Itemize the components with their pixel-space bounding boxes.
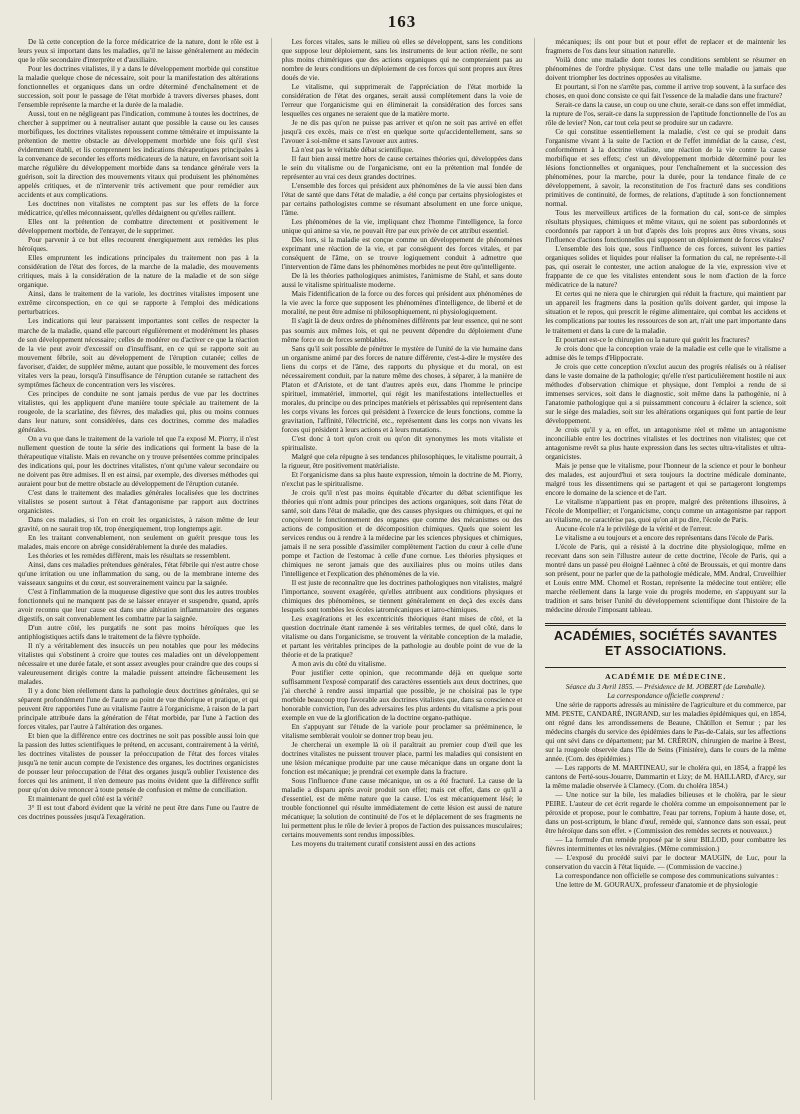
paragraph: Elles ont la prétention de combattre directement et positivement le développement morbide, de l'enrayer, de le supprimer. — [18, 218, 259, 236]
paragraph: Ce qui constitue essentiellement la maladie, c'est ce qui se produit dans l'organisme vivant à la suite de l'action et de l'effet immédiat de la cause, c'est, conformément à la doctrine vitaliste, une réaction de la vie contre la cause morbifique et ses effets; c'est un développement morbide déterminé pour les lésions fonctionnelles et organiques, pour l'enchaînement et la succession des phénomènes, pour la marche, pour la durée, pour la tendance finale de ce développement, à savoir, la reconstitution de l'os fracturé dans ses conditions primitives de continuité, de formes, de relations, d'aptitude à son fonctionnement normal. — [545, 128, 786, 209]
paragraph: En les traitant convenablement, non seulement on guérit presque tous les malades, mais encore on abrège considérablement la durée des maladies. — [18, 533, 259, 551]
section-title: ACADÉMIES, SOCIÉTÉS SAVANTES ET ASSOCIATIONS. — [554, 629, 778, 658]
paragraph: 3° Il est tout d'abord évident que la vérité ne peut être dans l'une ou l'autre de ces doctrines poussées jusqu'à l'exagération. — [18, 804, 259, 822]
paragraph: Je crois qu'il y a, en effet, un antagonisme réel et même un antagonisme inconciliable entre les doctrines vitalistes et les doctrines non vitalistes; que cet antagonisme revêt sa plus haute expression dans les sectes ultra-vitalistes et ultra-organicistes. — [545, 425, 786, 461]
academy-proceedings — [545, 701, 786, 890]
paragraph: Aucune école n'a le privilège de la vérité et de l'erreur. — [555, 524, 712, 533]
paragraph: Il est juste de reconnaître que les doctrines pathologiques non vitalistes, malgré l'importance, souvent exagérée, qu'elles attribuent aux conditions physiques et chimiques des phénomènes, se tiennent généralement en deçà des excès dans lesquels sont tombées les écoles iatromécaniques et iatro-chimiques. — [281, 578, 523, 614]
paragraph: Et bien que la différence entre ces doctrines ne soit pas possible aussi loin que la passion des luttes scientifiques le prétend, en accusant, contrairement à la vérité, les doctrines vitalistes de pousser la préoccupation de l'état des forces vitales jusqu'à ne tenir aucun compte de l'existence des organes, les doctrines organicistes de pousser leur préoccupation de l'état des organes jusqu'à oublier l'existence des forces qui les animent, il n'en demeure pas moins évident que la différence suffit pour qu'on doive renoncer à toute pensée de confusion et même de conciliation. — [18, 732, 259, 795]
column-left — [18, 38, 259, 1100]
paragraph: — Une notice sur la bile, les maladies bilieuses et le choléra, par le sieur PEIRE. L'auteur de cet écrit regarde le choléra comme un empoisonnement par le péroxide et propose, pour le combattre, l'eau par torrens, l'opium à haute dose, et, dans un post-scriptum, le blanc d'œuf, remède qui, s'annonce dans son essai, peut être héroïque dans son effet. » (Commission des remèdes secrets et nouveaux.) — [545, 791, 786, 836]
paragraph: Tous les merveilleux artifices de la formation du cal, sont-ce de simples résultats physiques, chimiques et même vitaux, qui ne soient pas subordonnés et coordonnés par rapport à un but d'après des lois propres aux êtres vivans, sous l'influence d'actions fonctionnelles qui supposent un déploiement de forces vitales? — [545, 209, 786, 245]
paragraph: Aussi, tout en ne négligeant pas l'indication, commune à toutes les doctrines, de chercher à supprimer ou à neutraliser autant que possible la cause ou les causes morbifiques, les doctrines vitalistes repoussent comme téméraire et impuissante la prétention de mettre obstacle au développement morbide une fois qu'il s'est évidemment établi, et lis comprennent les indications thérapeutiques principales à la convenance de seconder les efforts médicateurs de la nature, en favorisant soit la marche régulière du développement morbide dans sa tendance générale vers la guérison, soit la direction des mouvements vitaux qui produisent les phénomènes appelés critiques, et de n'intervenir très activement que pour remédier aux accidents et aux complications. — [18, 110, 259, 200]
paragraph: Et certes qui ne niera que le chirurgien qui réduit la fracture, qui maintient par un appareil les fragmens dans la position qu'ils doivent garder, qui impose la situation et le repos, qui prescrit le régime alimentaire, qui combat les accidens et les complications par toutes les ressources de son art, n'ait une part importante dans le traitement et dans la cure de la maladie. — [545, 290, 786, 335]
paragraph: Et pourtant est-ce le chirurgien ou la nature qui guérit les fractures? — [555, 335, 750, 344]
paragraph: — La formule d'un remède proposé par le sieur BILLOD, pour combattre les fièvres intermittentes et les névralgies. (Même commission.) — [545, 836, 786, 854]
paragraph: Là n'est pas le véritable débat scientifique. — [291, 146, 414, 155]
section-divider-thin — [545, 667, 786, 668]
paragraph: Malgré que cela répugne à ses tendances philosophiques, le vitalisme pourrait, à la rigueur, être positivement matérialiste. — [281, 452, 523, 470]
paragraph: Pour parvenir à ce but elles recourent énergiquement aux remèdes les plus héroïques. — [18, 236, 259, 254]
paragraph: L'ensemble des lois que, sous l'influence de ces forces, suivent les parties organiques solides et liquides pour réaliser la formation du cal, ne représente-t-il pas, qui oserait le contester, une action analogue de la vie, expression vive et frappante de ce que les vitalistes entendent sous le nom d'action de la force médicatrice de la nature? — [545, 245, 786, 290]
paragraph: Les forces vitales, sans le milieu où elles se développent, sans les conditions que suppose leur déploiement, sans les instruments de leur action réelle, ne sont plus moins chimériques que des actions organiques qui ne compteraient pas au nombre de leurs conditions un déploiement de ces forces qui sont propres aux êtres doués de vie. — [281, 38, 523, 83]
paragraph: De là cette conception de la force médicatrice de la nature, dont le rôle est à leurs yeux si important dans les maladies, qu'il ne laisse généralement au médecin que le rôle secondaire d'interprète et d'auxiliaire. — [18, 38, 259, 65]
paragraph: mécaniques; ils ont pour but et pour effet de replacer et de maintenir les fragmens de l'os dans leur situation naturelle. — [545, 38, 786, 56]
paragraph: Les indications qui leur paraissent importantes sont celles de respecter la marche de la maladie, quand elle parcourt régulièrement et modérément les phases de son développement nécessaire; celles de modérer ou d'activer ce que la réaction de la vie peut avoir d'excessif ou d'insuffisant, en ce qui se rapporte soit au mouvement fébrile, soit au développement de l'éruption cutanée; celles de favoriser, d'aider, de suppléer même, autant que possible, le mouvement des forces vitales vers la peau, lorsqu'à l'insuffisance de l'éruption cutanée se rattachent des symptômes fâcheux de concentration vers les viscères. — [18, 317, 259, 389]
paragraph: Je crois donc que la conception vraie de la maladie est celle que le vitalisme a admise dès le temps d'Hippocrate. — [545, 344, 786, 362]
paragraph: — Les rapports de M. MARTINEAU, sur le choléra qui, en 1854, a frappé les cantons de Ferté-sous-Jouarre, Dammartin et Lizy; de M. HAILLARD, d'Arcy, sur la même maladie observée à Clamecy. (Com. du choléra 1854.) — [545, 764, 786, 791]
paragraph: Les exagérations et les excentricités théoriques étant mises de côté, et la question doctrinale étant ramenée à ses véritables termes, de quel côté, dans le vitalisme ou dans l'organicisme, se trouvent la véritable conception de la maladie, et partant les véritables principes de la pathologie au double point de vue de la théorie et de la pratique? — [281, 615, 523, 660]
academy-subtitle: ACADÉMIE DE MÉDECINE. — [605, 672, 727, 681]
column-right — [534, 38, 786, 1100]
paragraph: Les phénomènes de la vie, impliquant chez l'homme l'intelligence, la force unique qui anime sa vie, ne pouvait être par eux privée de cet attribut essentiel. — [281, 218, 523, 236]
paragraph: Sans qu'il soit possible de pénétrer le mystère de l'unité de la vie humaine dans un organisme animé par des forces de nature différente, c'est-à-dire le mystère des liens du corps et de l'âme, des rapports du physique et du moral, on est nécessairement conduit, par la nature même des choses, à séparer, à la manière de Platon et d'Aristote, et de tant d'autres après eux, dans l'homme le principe spirituel, immatériel, immortel, qui régit les manifestations intellectuelles et morales, du principe ou des principes matériels et périssables qui représentent dans les corps vivans les forces qui président à l'exercice de leurs fonctions, comme la gravitation, l'affinité, l'électricité, etc., représentent dans les corps non vivans les forces qui président à leurs actions et à leurs mutations. — [281, 344, 523, 434]
session-line: Séance du 3 Avril 1855. — Présidence de M. JOBERT (de Lamballe). — [565, 683, 766, 691]
paragraph: Les doctrines non vitalistes ne comptent pas sur les effets de la force médicatrice, qu'elles méconnaissent, qu'elles dédaignent ou qu'elles raillent. — [18, 200, 259, 218]
paragraph: Le vitalisme a eu toujours et a encore des représentans dans l'école de Paris. — [555, 533, 774, 542]
paragraph: Je crois que cette conception n'exclut aucun des progrès réalisés ou à réaliser dans le vaste domaine de la pathologie; qu'elle n'est particulièrement hostile ni aux méthodes d'observation chimique et physique, dont l'emploi a rendu de si immenses services, soit dans le diagnostic, soit même dans la pathogénie, ni à l'anatomie pathologique qui a si puissamment concouru à éclairer la science, soit sur le siège des maladies, soit sur les altérations organiques qui font partie de leur développement. — [545, 362, 786, 425]
paragraph: Dans ces maladies, si l'on en croit les organicistes, à raison même de leur gravité, on ne saurait trop tôt, trop énergiquement, trop longtemps agir. — [18, 515, 259, 533]
paragraph: Et maintenant de quel côté est la vérité? — [28, 795, 143, 804]
paragraph: Pour justifier cette opinion, que recommande déjà en quelque sorte suffisamment l'exposé comparatif des caractères essentiels aux deux doctrines, que j'ai cherché à rendre aussi impartial que possible, je ne choisirai pas le type morbide beaucoup trop favorable aux doctrines vitalistes que, dans sa conscience et honorable conviction, l'un des adversaires les plus ardents du vitalisme a pris pour exemple en vue de la glorification de la doctrine organo-pathique. — [281, 669, 523, 723]
paragraph: La correspondance non officielle se compose des communications suivantes : — [555, 872, 779, 881]
paragraph: C'est donc à tort qu'on croit ou qu'on dit synonymes les mots vitaliste et spiritualiste. — [281, 434, 523, 452]
paragraph: Mais je pense que le vitalisme, pour l'honneur de la science et pour le bonheur des malades, est aujourd'hui et sera toujours la doctrine médicale dominante, malgré tous les dissentimens qui se partagent et qui se partageront longtemps encore le domaine de la science et de l'art. — [545, 461, 786, 497]
paragraph: Ainsi, dans ces maladies prétendues générales, l'état fébrile qui n'est autre chose qu'une irritation ou une inflammation du sang, ou de la membrane interne des vaisseaux sanguins et du cœur, est souverainement vaincu par la saignée. — [18, 560, 259, 587]
paragraph: Ainsi, dans le traitement de la variole, les doctrines vitalistes imposent une extrême circonspection, en ce qui se rapporte à l'emploi des médications perturbatrices. — [18, 290, 259, 317]
paragraph: Je crois qu'il n'est pas moins équitable d'écarter du débat scientifique les théories qui n'ont admis pour principes des actions organiques, soit dans l'état de santé, soit dans l'état de maladie, que des causes physiques ou chimiques, et qui ne conçoivent le fonctionnement des organes que comme des mécanismes ou des actions de composition et de décomposition chimiques. Quels que soient les services rendus ou à rendre à la médecine par les sciences physiques et chimiques, jamais il ne sera possible d'assimiler complètement l'action du cœur à celle d'une pompe et l'action de l'estomac à celle d'une cornue. Les théories physiques et chimiques ne seront jamais que des auxiliaires plus ou moins utiles dans l'intelligence et l'explication des phénomènes de la vie. — [281, 488, 523, 578]
paragraph: Serait-ce dans la cause, un coup ou une chute, serait-ce dans son effet immédiat, la rupture de l'os, serait-ce dans la suppression de l'aptitude fonctionnelle de l'os au rôle de levier? Non, car tout cela peut se produire sur un cadavre. — [545, 101, 786, 128]
paragraph: Et l'organicisme dans sa plus haute expression, témoin la doctrine de M. Piorry, n'exclut pas le spiritualisme. — [281, 470, 523, 488]
paragraph: Il n'y a véritablement des insuccès un peu notables que pour les médecins vitalistes qui s'obstinent à croire que toutes ces maladies ont un développement nécessaire et une durée fatale, et sont assez aveugles pour craindre que des coups si valeureusement dirigés contre la maladie puissent atteindre fâcheusement les malades. — [18, 642, 259, 687]
paragraph: En s'appuyant sur l'étude de la variole pour proclamer sa prééminence, le vitalisme semblerait vouloir se donner trop beau jeu. — [281, 723, 523, 741]
column-right-body — [545, 38, 786, 615]
paragraph: L'école de Paris, qui a résisté à la doctrine dite physiologique, même en recevant dans son sein l'illustre auteur de cette doctrine, l'école de Paris, qui a montré dans un passé peu éloigné Laënnec à côté de Broussais, et qui montre dans son présent, pour ne parler que de la pathologie médicale, MM. Andral, Cruveilhier et Louis entre MM. Chomel et Rostan, représente la médecine tout entière; elle marche réellement dans la large voie du progrès moderne, en s'appuyant sur la tradition et sans briser l'unité du développement scientifique dont l'histoire de la médecine déroule l'imposant tableau. — [545, 542, 786, 614]
paragraph: L'ensemble des forces qui président aux phénomènes de la vie aussi bien dans l'état de santé que dans l'état de maladie, a été conçu par certains physiologistes et par certains pathologistes comme se résumant absolument en une force unique, l'âme. — [281, 182, 523, 218]
article-columns — [18, 38, 786, 1100]
paragraph: Et pourtant, si l'on ne s'arrête pas, comme il arrive trop souvent, à la surface des choses, en quoi donc consiste ce qui fait l'essence de la maladie dans une fracture? — [545, 83, 786, 101]
paragraph: Sous l'influence d'une cause mécanique, un os a été fracturé. La cause de la maladie a disparu après avoir produit son effet; mais cet effet, dans ce qu'il a d'essentiel, est de même nature que la cause. L'os est mécaniquement lésé; le trouble fonctionnel qui résulte immédiatement de cette lésion est aussi de nature mécanique; la solution de continuité de l'os et le déplacement de ses fragments ne lui permettent plus le rôle de levier à propos de l'action des puissances musculaires; certains mouvements sont rendus impossibles. — [281, 777, 523, 840]
paragraph: De là les théories pathologiques animistes, l'animisme de Stahl, et sans doute aussi le vitalisme spiritualiste moderne. — [281, 272, 523, 290]
paragraph: Je ne dis pas qu'on ne puisse pas arriver et qu'on ne soit pas arrivé en effet jusqu'à ces excès, mais ce n'est en quelque sorte qu'accidentellement, sans se l'avouer à soi-même et sans l'avouer aux autres. — [281, 119, 523, 146]
paragraph: Ces principes de conduite ne sont jamais perdus de vue par les doctrines vitalistes, qui les appliquent d'une manière toute spéciale au traitement de la rougeole, de la scarlatine, des fièvres, des maladies qui, plus ou moins connues dans leur nature, sont considérées, dans ces doctrines, comme des maladies générales. — [18, 389, 259, 434]
paragraph: A mon avis du côté du vitalisme. — [291, 660, 387, 669]
paragraph: — L'exposé du procédé suivi par le docteur MAUGIN, de Luc, pour la conservation du vaccin à l'état liquide. — (Commission de vaccine.) — [545, 854, 786, 872]
paragraph: Dès lors, si la maladie est conçue comme un développement de phénomènes exprimant une réaction de la vie, et par conséquent des forces vitales, et par conséquent de l'âme, on se trouve logiquement conduit à admettre que l'intervention de l'âme dans les phénomènes morbides ne peut être qu'intelligente. — [281, 236, 523, 272]
paragraph: Il faut bien aussi mettre hors de cause certaines théories qui, développées dans le sein du vitalisme ou de l'organicisme, ont eu la prétention mal fondée de représenter au vrai ces deux grandes doctrines. — [281, 155, 523, 182]
paragraph: Une lettre de M. GOURAUX, professeur d'anatomie et de physiologie — [555, 881, 758, 890]
paragraph: Pour les doctrines vitalistes, il y a dans le développement morbide qui constitue la maladie quelque chose de nécessaire, soit pour la manifestation des altérations fonctionnelles et organiques dans un ordre déterminé d'enchaînement et de succession, soit pour le passage de l'état morbide à travers diverses phases, dont l'ensemble représente la marche et la durée de la maladie. — [18, 65, 259, 110]
paragraph: Il s'agit là de deux ordres de phénomènes différents par leur essence, qui ne sont pas soumis aux mêmes lois, et qui ne peuvent dépendre du déploiement d'une même force ou de forces semblables. — [281, 317, 523, 344]
paragraph: D'un autre côté, les purgatifs ne sont pas moins héroïques que les antiphlogistiques actifs dans le traitement de la fièvre typhoïde. — [18, 624, 259, 642]
paragraph: Les moyens du traitement curatif consistent aussi en des actions — [291, 840, 476, 849]
paragraph: On a vu que dans le traitement de la variole tel que l'a exposé M. Piorry, il n'est nullement question de toute la série des indications qui forment la base de la thérapeutique vitaliste. Mais en revanche on y trouve présentées comme principales des indications qui, pour les doctrines vitalistes, n'ont qu'une valeur secondaire ou ne doivent pas être admises. Il en est ainsi, par exemple, des diverses méthodes qui auraient pour but de mettre obstacle au développement de l'éruption cutanée. — [18, 434, 259, 488]
paragraph: Je chercherai un exemple là où il paraîtrait au premier coup d'œil que les doctrines vitalistes ne puissent trouver place, parmi les maladies qui consistent en une lésion mécanique produite par une cause mécanique dans un organe dont la fonction est mécanique; je prendrai cet exemple dans la fracture. — [281, 741, 523, 777]
column-middle — [271, 38, 523, 1100]
paragraph: Les théories et les remèdes diffèrent, mais les résultats se ressemblent. — [28, 551, 231, 560]
correspondence-intro: La correspondance officielle comprend : — [607, 692, 725, 700]
page-number: 163 — [387, 12, 417, 31]
paragraph: Elles empruntent les indications principales du traitement non pas à la considération de l'état des forces, de la marche de la maladie, des mouvements critiques, mais à la considération de la nature de la maladie et de son siège organique. — [18, 254, 259, 290]
section-divider — [545, 623, 786, 626]
paragraph: Voilà donc une maladie dont toutes les conditions semblent se résumer en phénomènes de l'ordre physique. C'est dans une telle maladie ou jamais que doivent triompher les doctrines opposées au vitalisme. — [545, 56, 786, 83]
paragraph: Il y a donc bien réellement dans la pathologie deux doctrines générales, qui se séparent profondément l'une de l'autre au point de vue théorique et pratique, et qui peuvent être rapportées l'une au vitalisme l'autre à l'organicisme, à raison de la part principale attribuée dans la génération de l'état morbide, par l'une à l'action des forces vitales, par l'autre à l'altération des organes. — [18, 687, 259, 732]
paragraph: Le vitalisme n'appartient pas en propre, malgré des prétentions illusoires, à l'école de Montpellier; et l'organicisme, conçu comme un antagonisme par rapport au vitalisme, ne caractérise pas, quoi qu'on ait pu dire, l'école de Paris. — [545, 497, 786, 524]
paragraph: Une série de rapports adressés au ministère de l'agriculture et du commerce, par MM. PESTE, CANDARÉ, INGRAND, sur les maladies épidémiques qui, en 1854, ont régné dans les arrondissemens de Beaune, Châtillon et Semur ; par les médecins chargés du service des épidémies dans le Pas-de-Calais, sur les affections qui ont sévi dans ce département; par M. CRÉRON, chirurgien de marine à Brest, sur la rougeole observée dans l'île de Seins (Finistère), dans le cours de la même année. (Com. des épidémies.) — [545, 701, 786, 764]
paragraph: Le vitalisme, qui supprimerait de l'appréciation de l'état morbide la considération de l'état des organes, serait aussi complètement dans la voie de l'erreur que l'organicisme qui en éliminerait la considération des forces sans lesquelles ces organes ne seraient que de la matière morte. — [281, 83, 523, 119]
paragraph: Mais l'identification de la force ou des forces qui président aux phénomènes de la vie avec la force que supposent les phénomènes d'intelligence, de liberté et de moralité, ne peut être admise ni philosophiquement, ni physiologiquement. — [281, 290, 523, 317]
paragraph: C'est dans le traitement des maladies générales localisées que les doctrines vitalistes se posent surtout à l'état d'antagonisme par rapport aux doctrines organicistes. — [18, 488, 259, 515]
paragraph: C'est à l'inflammation de la muqueuse digestive que sont dus les autres troubles fonctionnels qui ne manquent pas de se laisser enrayer et suspendre, quand, après avoir reconnu que leur cause est dans une altération inflammatoire des organes digestifs, on sait convenablement les combattre par la saignée. — [18, 587, 259, 623]
